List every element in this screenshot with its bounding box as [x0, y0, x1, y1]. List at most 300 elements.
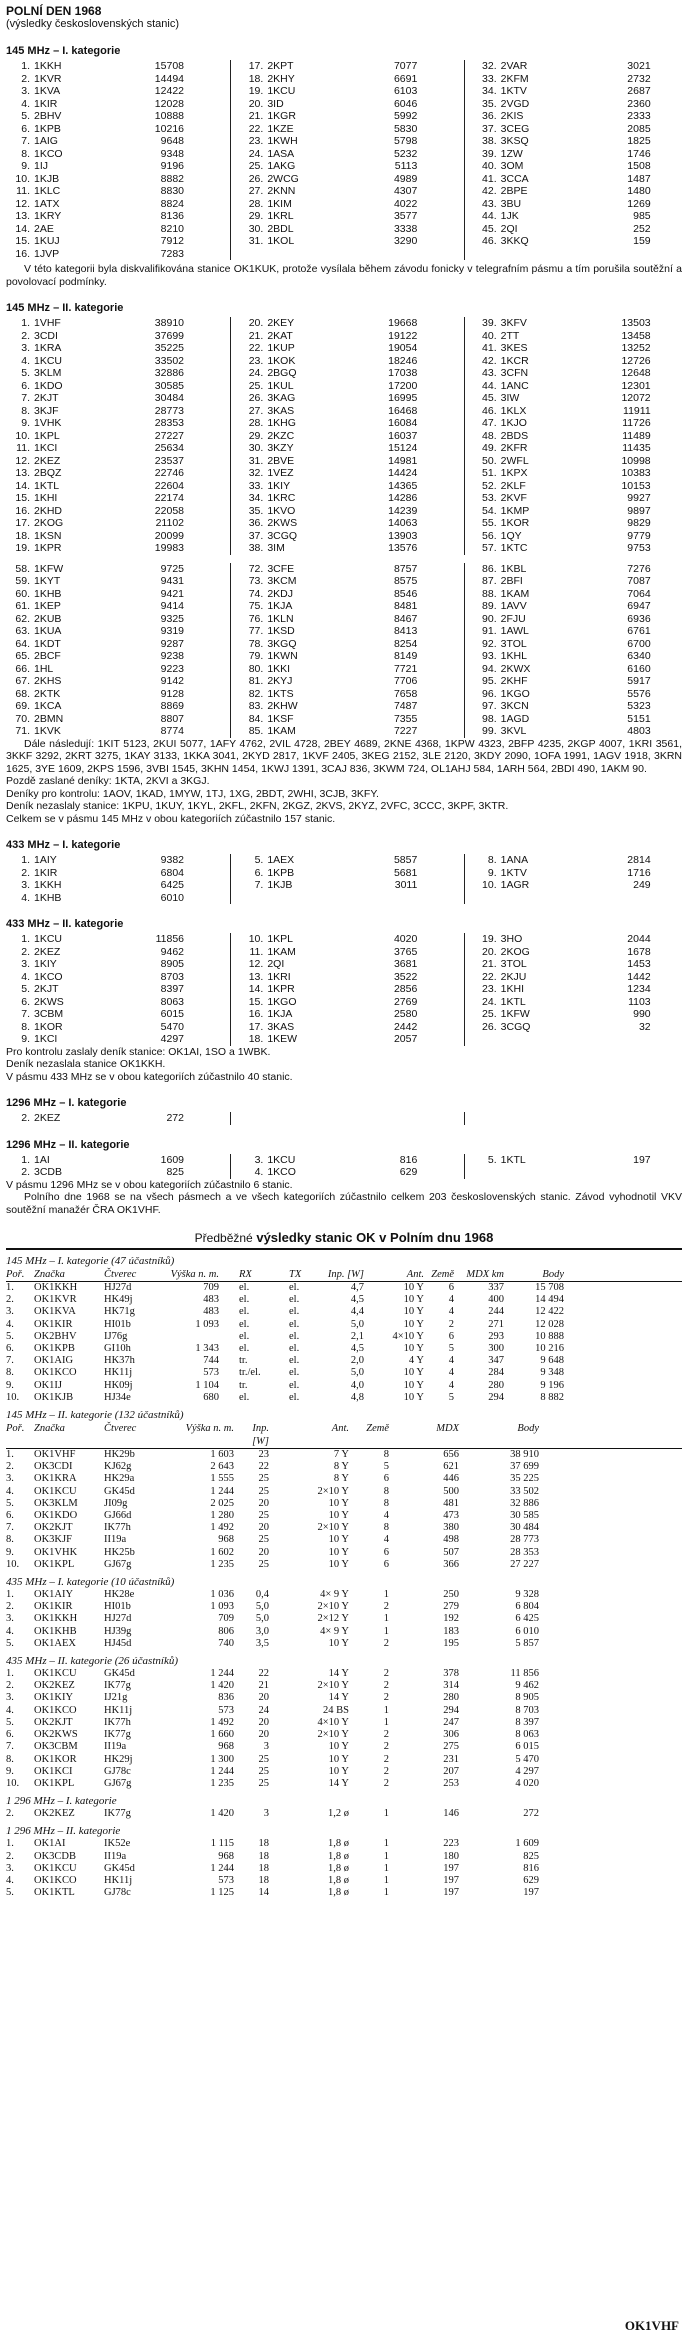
- list-cell-group: [6, 563, 214, 576]
- rank: 36.: [248, 517, 264, 529]
- table-cell: 1 603: [210, 1449, 234, 1461]
- rank: 54.: [482, 504, 497, 517]
- table-cell: 1 420: [210, 1680, 234, 1692]
- list-cell-group: [473, 725, 682, 738]
- table-cell: 7.: [6, 1355, 14, 1367]
- table-cell: el.: [289, 1294, 300, 1306]
- table-cell: 1 300: [210, 1753, 234, 1765]
- callsign: 1ZW: [500, 147, 523, 160]
- callsign: 3KCN: [500, 700, 529, 712]
- table-cell: 2×10 Y: [317, 1601, 349, 1613]
- list-cell-group: [473, 98, 682, 111]
- table-cell: 4.: [6, 1874, 14, 1886]
- rank: 49.: [482, 442, 497, 454]
- callsign: 1KHG: [267, 417, 296, 429]
- table-cell: 1 420: [210, 1808, 234, 1820]
- list-cell-group: [239, 542, 447, 555]
- rank: 33.: [482, 72, 497, 85]
- callsign: 2KEY: [267, 317, 295, 329]
- callsign: 1KTV: [500, 866, 527, 879]
- list-cell-group: [239, 892, 447, 905]
- list-cell-group: [239, 854, 447, 867]
- column-divider: [464, 517, 465, 530]
- column-divider: [464, 198, 465, 211]
- table-cell: 836: [218, 1692, 234, 1704]
- rank: 7.: [21, 1008, 30, 1020]
- table-cell: 2 643: [210, 1461, 234, 1473]
- rank: 55.: [482, 517, 497, 529]
- column-header: Země: [431, 1269, 454, 1280]
- list-cell-group: [239, 417, 447, 430]
- points: 7912: [160, 235, 184, 247]
- column-divider: [230, 505, 231, 518]
- points: [593, 892, 651, 905]
- table-row: [6, 1486, 682, 1498]
- callsign: 2KHD: [34, 504, 63, 517]
- rank: 97.: [482, 700, 497, 712]
- table-cell: 6.: [6, 1510, 14, 1522]
- table-cell: OK1AIG: [34, 1355, 74, 1367]
- callsign: 1KKH: [34, 879, 62, 891]
- rank: 10.: [482, 879, 497, 891]
- table-cell: 4: [448, 1379, 454, 1391]
- points: 9223: [160, 662, 184, 675]
- table-cell: 2: [383, 1729, 389, 1741]
- callsign: 3KCM: [267, 575, 297, 587]
- table-cell: 573: [203, 1367, 219, 1379]
- table-cell: GJ66d: [104, 1510, 132, 1522]
- column-divider: [230, 892, 231, 905]
- table-cell: 15 708: [535, 1282, 564, 1293]
- list-cell-group: [239, 867, 447, 880]
- table-cell: OK1KCO: [34, 1874, 77, 1886]
- table-cell: 183: [443, 1625, 459, 1637]
- rank: 78.: [248, 637, 264, 650]
- table-row: [6, 1343, 682, 1355]
- list-cell-group: [473, 1033, 682, 1046]
- table-cell: 8 063: [515, 1729, 539, 1741]
- points: 6046: [393, 97, 418, 110]
- table-cell: OK1KCO: [34, 1367, 77, 1379]
- points: 30484: [154, 392, 184, 404]
- table-cell: 2×10 Y: [317, 1680, 349, 1692]
- table-cell: 6: [383, 1546, 389, 1558]
- category-label: 1 296 MHz – I. kategorie: [6, 1795, 117, 1808]
- points: 7487: [393, 700, 418, 712]
- callsign: 2KDJ: [267, 587, 294, 600]
- table-header: [6, 1268, 682, 1282]
- rank: 6.: [21, 995, 30, 1008]
- column-divider: [464, 563, 465, 576]
- rank: 6.: [21, 379, 30, 392]
- callsign: 2KHY: [267, 72, 295, 85]
- points: 17200: [388, 379, 418, 392]
- rank: 30.: [248, 442, 264, 454]
- points: 3681: [393, 958, 418, 970]
- table-cell: 806: [218, 1625, 234, 1637]
- list-cell-group: [6, 933, 214, 946]
- table-cell: 10 Y: [328, 1558, 349, 1570]
- column-divider: [464, 392, 465, 405]
- table-cell: 0,4: [255, 1589, 269, 1601]
- callsign: 2KLF: [500, 479, 526, 492]
- callsign: 1AGR: [500, 879, 530, 891]
- list-cell-group: [6, 98, 214, 111]
- callsign: 1KUJ: [34, 235, 60, 247]
- points: 5151: [627, 712, 651, 725]
- points: 6947: [627, 600, 651, 612]
- rank: 23.: [248, 135, 264, 147]
- points: [359, 248, 417, 261]
- callsign: 2BMN: [34, 712, 64, 725]
- callsign: 2BDS: [500, 429, 529, 442]
- points: 9142: [160, 675, 184, 687]
- column-divider: [464, 600, 465, 613]
- callsign: 1KVR: [34, 72, 62, 85]
- table-cell: 1,8 ø: [328, 1862, 349, 1874]
- points: 272: [166, 1112, 184, 1124]
- rank: 39.: [482, 147, 497, 160]
- column-divider: [464, 713, 465, 726]
- points: 13503: [621, 317, 651, 329]
- points: 6010: [160, 891, 184, 904]
- rank: 16.: [15, 504, 30, 517]
- table-cell: 25: [258, 1510, 269, 1522]
- table-cell: 4 297: [515, 1765, 539, 1777]
- column-divider: [464, 530, 465, 543]
- column-divider: [464, 110, 465, 123]
- rank: 8.: [487, 854, 497, 866]
- list-cell-group: [239, 248, 447, 261]
- column-divider: [230, 638, 231, 651]
- table-cell: 10 Y: [403, 1294, 424, 1306]
- rank: 29.: [248, 429, 264, 442]
- column-divider: [230, 650, 231, 663]
- column-divider: [230, 98, 231, 111]
- column-divider: [464, 442, 465, 455]
- column-divider: [230, 1154, 231, 1167]
- column-divider: [230, 442, 231, 455]
- table-cell: 1: [383, 1716, 389, 1728]
- column-divider: [464, 85, 465, 98]
- points: 629: [399, 1166, 418, 1178]
- table-cell: 473: [443, 1510, 459, 1522]
- points: 8063: [160, 995, 184, 1008]
- callsign: 1KDO: [34, 379, 63, 392]
- list-cell-group: [6, 355, 214, 368]
- points: 3011: [394, 879, 418, 891]
- table-cell: 3.: [6, 1306, 14, 1318]
- rank: 92.: [482, 637, 497, 650]
- rank: 34.: [482, 85, 497, 97]
- callsign: 3KJF: [34, 404, 59, 417]
- list-row: [6, 530, 682, 543]
- table-cell: 573: [218, 1704, 234, 1716]
- table-cell: 8.: [6, 1367, 14, 1379]
- table-cell: OK1KRA: [34, 1473, 77, 1485]
- table-cell: OK1AI: [34, 1838, 66, 1850]
- points: 11435: [622, 442, 651, 454]
- table-cell: 5,0: [255, 1613, 269, 1625]
- table-cell: IK77h: [104, 1716, 131, 1728]
- table-cell: 2: [383, 1668, 389, 1680]
- list-cell-group: [473, 946, 682, 959]
- table-cell: HK37h: [104, 1355, 135, 1367]
- points: 1480: [627, 185, 651, 197]
- table-cell: 146: [443, 1808, 459, 1820]
- callsign: 1KSD: [267, 625, 295, 637]
- rank: 89.: [482, 600, 497, 612]
- column-divider: [230, 467, 231, 480]
- table-cell: OK1KIR: [34, 1318, 73, 1330]
- points: 12422: [154, 85, 184, 97]
- list-cell-group: [239, 517, 447, 530]
- rank: 47.: [482, 417, 497, 429]
- table-row: [6, 1875, 682, 1887]
- table-cell: II19a: [104, 1850, 127, 1862]
- list-cell-group: [6, 688, 214, 701]
- callsign: 3KAG: [267, 392, 296, 404]
- list-cell-group: [6, 1112, 214, 1125]
- callsign: 3KZY: [267, 442, 294, 454]
- table-cell: 10 Y: [403, 1306, 424, 1318]
- points: 12072: [621, 392, 651, 404]
- list-cell-group: [6, 185, 214, 198]
- column-divider: [464, 405, 465, 418]
- column-divider: [464, 160, 465, 173]
- callsign: 1KCU: [34, 933, 63, 945]
- callsign: 1KCI: [34, 1033, 58, 1045]
- table-row: [6, 1626, 682, 1638]
- callsign: 2BDL: [267, 222, 294, 235]
- table-cell: el.: [289, 1367, 300, 1379]
- table-cell: 3: [263, 1741, 269, 1753]
- list-cell-group: [473, 996, 682, 1009]
- table-cell: 1 492: [210, 1522, 234, 1534]
- table-cell: 10 Y: [328, 1637, 349, 1649]
- table-cell: 9 348: [540, 1367, 564, 1379]
- rank: 17.: [248, 1020, 264, 1033]
- table-cell: 25: [258, 1753, 269, 1765]
- table-cell: el.: [239, 1294, 250, 1306]
- callsign: 1KKH: [34, 60, 62, 72]
- rank: 88.: [482, 587, 497, 600]
- list-cell-group: [473, 223, 682, 236]
- list-row: [6, 933, 682, 946]
- list-cell-group: [239, 600, 447, 613]
- list-row: [6, 317, 682, 330]
- column-divider: [464, 135, 465, 148]
- result-list-1296-2: [6, 1154, 682, 1179]
- rank: 33.: [248, 479, 264, 492]
- rank: 4.: [254, 1166, 264, 1178]
- table-cell: 12 028: [535, 1318, 564, 1330]
- table-cell: HJ45d: [104, 1637, 132, 1649]
- callsign: 1JVP: [34, 247, 60, 260]
- rank: 7.: [254, 879, 264, 891]
- points: 2085: [627, 122, 651, 135]
- list-row: [6, 60, 682, 73]
- rank: 52.: [482, 479, 497, 492]
- table-cell: 10 Y: [328, 1546, 349, 1558]
- table-cell: GI10h: [104, 1343, 131, 1355]
- table-cell: 400: [488, 1294, 504, 1306]
- callsign: 3IW: [500, 392, 520, 404]
- rank: 5.: [21, 367, 30, 379]
- table-cell: 2×12 Y: [317, 1613, 349, 1625]
- list-row: [6, 467, 682, 480]
- list-cell-group: [239, 73, 447, 86]
- list-cell-group: [239, 725, 447, 738]
- table-cell: OK1KPL: [34, 1777, 75, 1789]
- rank: 3.: [21, 958, 30, 970]
- callsign: 1KIY: [34, 958, 57, 970]
- list-row: [6, 688, 682, 701]
- points: 8210: [160, 222, 184, 235]
- table-cell: OK3CDI: [34, 1461, 73, 1473]
- table-cell: 32 886: [510, 1497, 539, 1509]
- section-heading: 1296 MHz – II. kategorie: [6, 1138, 130, 1151]
- rank: 3.: [21, 879, 30, 891]
- closing-text: Polního dne 1968 se na všech pásmech a ve všech kategoriích zúčastnilo celkem 203 československých stanic. Závod vyhodnotil VKV soutěžní manažér ČRA OK1VHF.: [6, 1191, 682, 1216]
- list-cell-group: [239, 455, 447, 468]
- callsign: 1KCU: [34, 354, 63, 367]
- column-divider: [230, 1166, 231, 1179]
- table-row: [6, 1559, 682, 1571]
- callsign: 1KCU: [267, 1153, 296, 1166]
- rank: 28.: [248, 417, 264, 429]
- rank: [239, 1112, 267, 1125]
- table-cell: GK45d: [104, 1485, 135, 1497]
- column-divider: [230, 725, 231, 738]
- rank: 64.: [15, 637, 30, 650]
- points: 11726: [622, 417, 651, 429]
- table-cell: HI01b: [104, 1601, 131, 1613]
- table-cell: 3,0: [255, 1625, 269, 1637]
- rank: 82.: [248, 687, 264, 700]
- points: 7658: [393, 687, 418, 700]
- rank: 22.: [482, 970, 497, 983]
- table-cell: 180: [443, 1850, 459, 1862]
- callsign: 2KNN: [267, 185, 296, 197]
- table-cell: OK3CBM: [34, 1741, 78, 1753]
- list-row: [6, 1154, 682, 1167]
- list-cell-group: [6, 575, 214, 588]
- points: 14365: [388, 479, 418, 492]
- points: 16995: [388, 392, 418, 404]
- list-cell-group: [6, 317, 214, 330]
- list-cell-group: [473, 563, 682, 576]
- list-cell-group: [239, 971, 447, 984]
- rank: 68.: [15, 687, 30, 700]
- rank: 44.: [482, 379, 497, 392]
- list-row: [6, 455, 682, 468]
- table-cell: 4× 9 Y: [320, 1589, 349, 1601]
- rank: 4.: [21, 891, 30, 904]
- points: 19983: [154, 542, 184, 554]
- list-cell-group: [473, 663, 682, 676]
- rank: 2.: [21, 945, 30, 958]
- list-cell-group: [6, 983, 214, 996]
- points: 2057: [393, 1033, 418, 1045]
- rank: 19.: [15, 542, 30, 554]
- table-cell: 8 397: [515, 1716, 539, 1728]
- list-cell-group: [239, 613, 447, 626]
- column-header: Země: [366, 1423, 389, 1435]
- column-divider: [230, 688, 231, 701]
- rank: 8.: [21, 1020, 30, 1033]
- table-cell: 1: [383, 1850, 389, 1862]
- table-cell: 1 235: [210, 1777, 234, 1789]
- column-divider: [230, 996, 231, 1009]
- callsign: 1KBL: [500, 562, 527, 575]
- table-cell: 7.: [6, 1741, 14, 1753]
- table-cell: 3.: [6, 1613, 14, 1625]
- rank: 39.: [482, 317, 497, 329]
- column-divider: [230, 971, 231, 984]
- list-row: [6, 996, 682, 1009]
- results-table-5: [6, 1808, 682, 1820]
- table-cell: OK1KCU: [34, 1668, 77, 1680]
- rank: 43.: [482, 197, 497, 210]
- callsign: 3CDB: [34, 1166, 63, 1178]
- callsign: 3CEG: [500, 122, 530, 135]
- column-divider: [464, 173, 465, 186]
- list-cell-group: [6, 417, 214, 430]
- rank: [239, 248, 267, 261]
- list-cell-group: [473, 650, 682, 663]
- table-cell: 10 Y: [328, 1497, 349, 1509]
- table-cell: el.: [289, 1343, 300, 1355]
- list-cell-group: [473, 600, 682, 613]
- callsign: 3KLM: [34, 367, 62, 379]
- points: 22174: [154, 492, 184, 504]
- table-cell: 3.: [6, 1692, 14, 1704]
- callsign: 2KYJ: [267, 675, 293, 687]
- list-cell-group: [6, 210, 214, 223]
- category-label: 145 MHz – I. kategorie (47 účastníků): [6, 1255, 175, 1267]
- table-row: [6, 1473, 682, 1485]
- points: 8481: [393, 600, 418, 612]
- callsign: 2KHF: [500, 675, 528, 687]
- points: 4297: [160, 1033, 184, 1045]
- table-cell: 4.: [6, 1485, 14, 1497]
- table-cell: OK1VHF: [34, 1449, 76, 1461]
- table-cell: 4: [448, 1355, 454, 1367]
- column-divider: [230, 185, 231, 198]
- table-cell: 1: [383, 1625, 389, 1637]
- list-row: [6, 575, 682, 588]
- list-cell-group: [473, 110, 682, 123]
- column-divider: [464, 996, 465, 1009]
- table-cell: 1: [383, 1887, 389, 1899]
- column-divider: [464, 185, 465, 198]
- column-divider: [464, 148, 465, 161]
- column-divider: [230, 60, 231, 73]
- rank: 25.: [248, 379, 264, 392]
- rank: 24.: [482, 995, 497, 1008]
- callsign: 2KTK: [34, 687, 61, 700]
- list-row: [6, 160, 682, 173]
- table-cell: 1 492: [210, 1716, 234, 1728]
- rank: 93.: [482, 650, 497, 662]
- table-cell: OK1AEX: [34, 1637, 76, 1649]
- column-divider: [230, 492, 231, 505]
- table-row: [6, 1319, 682, 1331]
- rank: 26.: [248, 172, 264, 185]
- table-cell: 25: [258, 1777, 269, 1789]
- table-cell: 1 244: [210, 1765, 234, 1777]
